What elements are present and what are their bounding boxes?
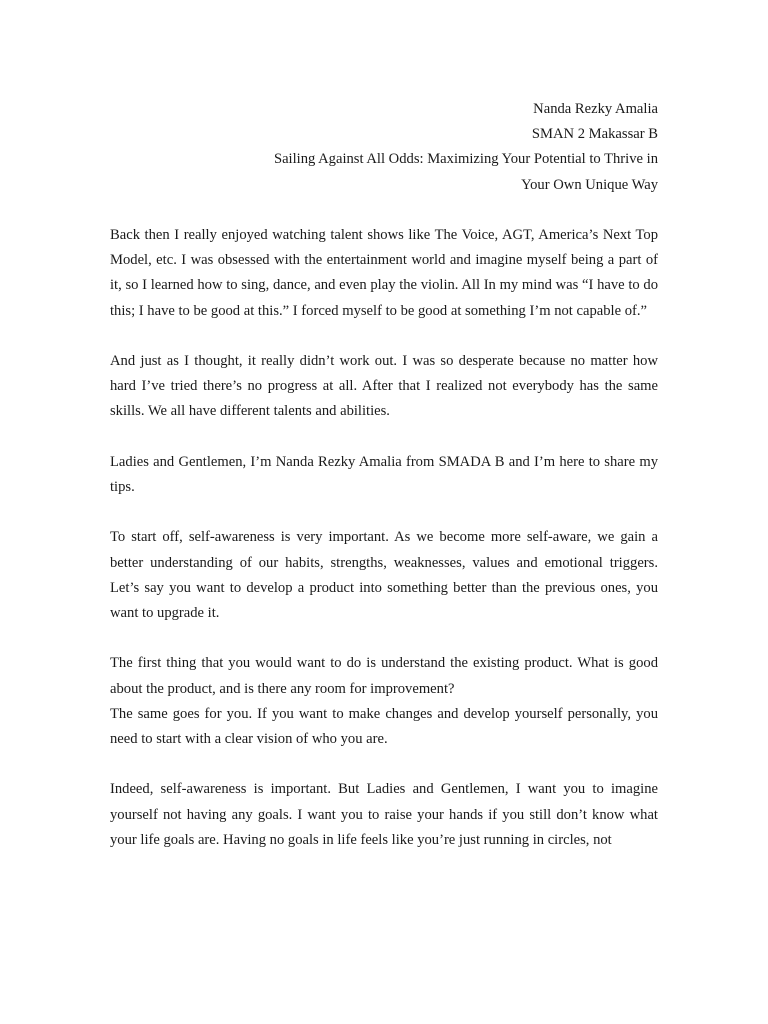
paragraph-same-goes-for-you: The same goes for you. If you want to make changes and develop yourself personally, you need to start with a clear vision of who you are. — [110, 705, 658, 747]
paragraph-talent-shows: Back then I really enjoyed watching talent shows like The Voice, AGT, America’s Next Top Model, etc. I was obsessed with the entertainment world and imagine myself being a part of it, so I learned how to sing, dance, and even play the violin. All In my mind was “I have to do this; I have to be good at this.” I forced myself to be good at something I’m not capable of.” — [110, 227, 658, 319]
document-page — [110, 97, 658, 853]
speech-title-line-1: Sailing Against All Odds: Maximizing Your Potential to Thrive in — [273, 151, 658, 168]
speech-title-line-2: Your Own Unique Way — [521, 176, 658, 193]
paragraph-existing-product: The first thing that you would want to do is understand the existing product. What is good about the product, and is there any room for improvement? — [110, 655, 658, 697]
author-name: Nanda Rezky Amalia — [533, 101, 658, 117]
paragraph-self-awareness: To start off, self-awareness is very important. As we become more self-aware, we gain a better understanding of our habits, strengths, weaknesses, values and emotional triggers. Let’s say you want to develop a product into something better than the previous ones, you want to upgrade it. — [110, 529, 658, 621]
header-spacer — [110, 198, 658, 223]
document-header — [110, 97, 658, 198]
paragraph-didnt-work-out: And just as I thought, it really didn’t work out. I was so desperate because no matter how hard I’ve tried there’s no progress at all. After that I realized not everybody has the same skills. We all have different talents and abilities. — [110, 353, 658, 420]
paragraph-life-goals: Indeed, self-awareness is important. But Ladies and Gentlemen, I want you to imagine yourself not having any goals. I want you to raise your hands if you still don’t know what your life goals are. Having no goals in life feels like you’re just running in circles, not — [110, 781, 658, 848]
paragraph-introduction: Ladies and Gentlemen, I’m Nanda Rezky Amalia from SMADA B and I’m here to share my tips. — [110, 453, 658, 495]
school-name: SMAN 2 Makassar B — [531, 126, 658, 143]
